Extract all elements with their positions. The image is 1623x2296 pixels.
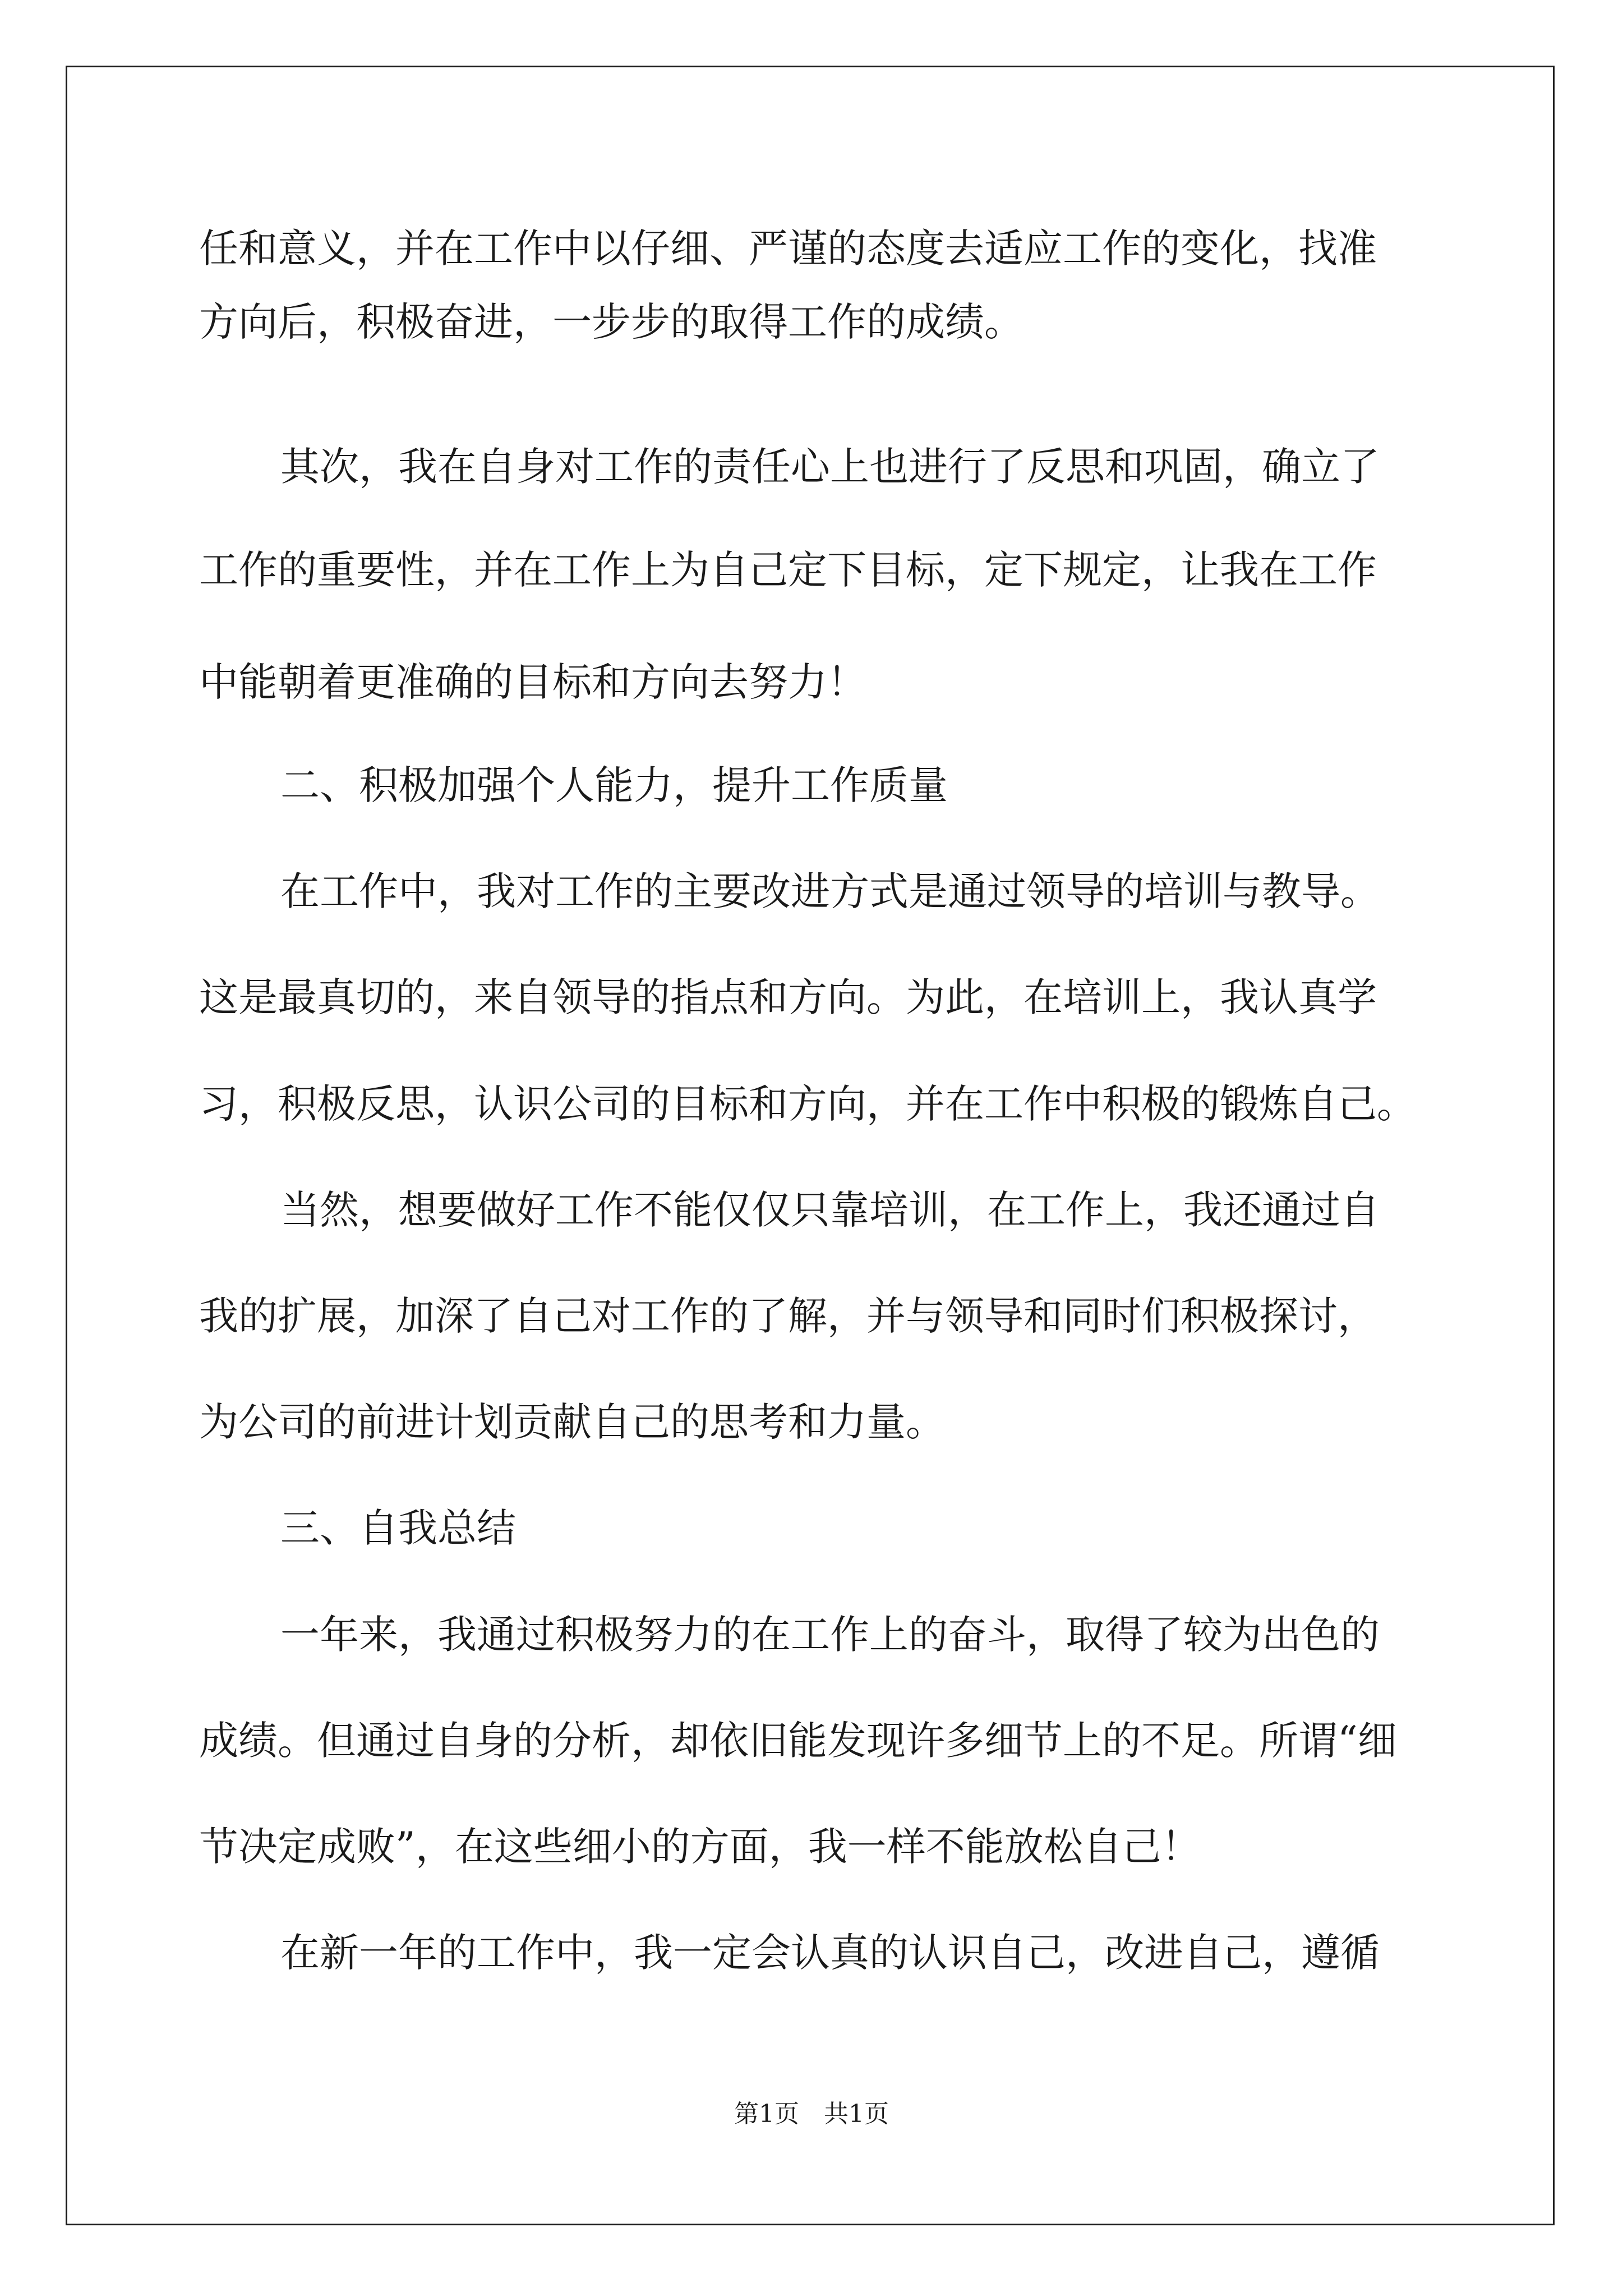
text-line: 方向后，积极奋进，一步步的取得工作的成绩。 (199, 299, 1023, 345)
section-heading: 二、积极加强个人能力，提升工作质量 (280, 762, 948, 808)
text-line: 节决定成败”，在这些细小的方面，我一样不能放松自己！ (199, 1824, 1201, 1870)
text-line: 为公司的前进计划贡献自己的思考和力量。 (199, 1399, 945, 1445)
text-line: 工作的重要性，并在工作上为自己定下目标，定下规定，让我在工作 (199, 547, 1377, 593)
text-line: 成绩。但通过自身的分析，却依旧能发现许多细节上的不足。所谓“细 (199, 1718, 1397, 1764)
section-heading: 三、自我总结 (280, 1505, 516, 1551)
text-line: 习，积极反思，认识公司的目标和方向，并在工作中积极的锻炼自己。 (199, 1081, 1416, 1127)
paragraph-first-line: 在新一年的工作中，我一定会认真的认识自己，改进自己，遵循 (280, 1930, 1380, 1976)
paragraph-first-line: 其次，我在自身对工作的责任心上也进行了反思和巩固，确立了 (280, 444, 1380, 490)
paragraph-first-line: 在工作中，我对工作的主要改进方式是通过领导的培训与教导。 (280, 868, 1380, 914)
text-line: 中能朝着更准确的目标和方向去努力！ (199, 659, 866, 705)
paragraph-first-line: 当然，想要做好工作不能仅仅只靠培训，在工作上，我还通过自 (280, 1187, 1380, 1233)
text-line: 这是最真切的，来自领导的指点和方向。为此，在培训上，我认真学 (199, 974, 1377, 1020)
text-line: 我的扩展，加深了自己对工作的了解，并与领导和同时们积极探讨， (199, 1293, 1377, 1339)
page-border (66, 66, 1555, 2225)
text-line: 任和意义，并在工作中以仔细、严谨的态度去适应工作的变化，找准 (199, 226, 1377, 272)
paragraph-first-line: 一年来，我通过积极努力的在工作上的奋斗，取得了较为出色的 (280, 1612, 1380, 1658)
page-number-footer: 第1页 共1页 (734, 2100, 889, 2128)
